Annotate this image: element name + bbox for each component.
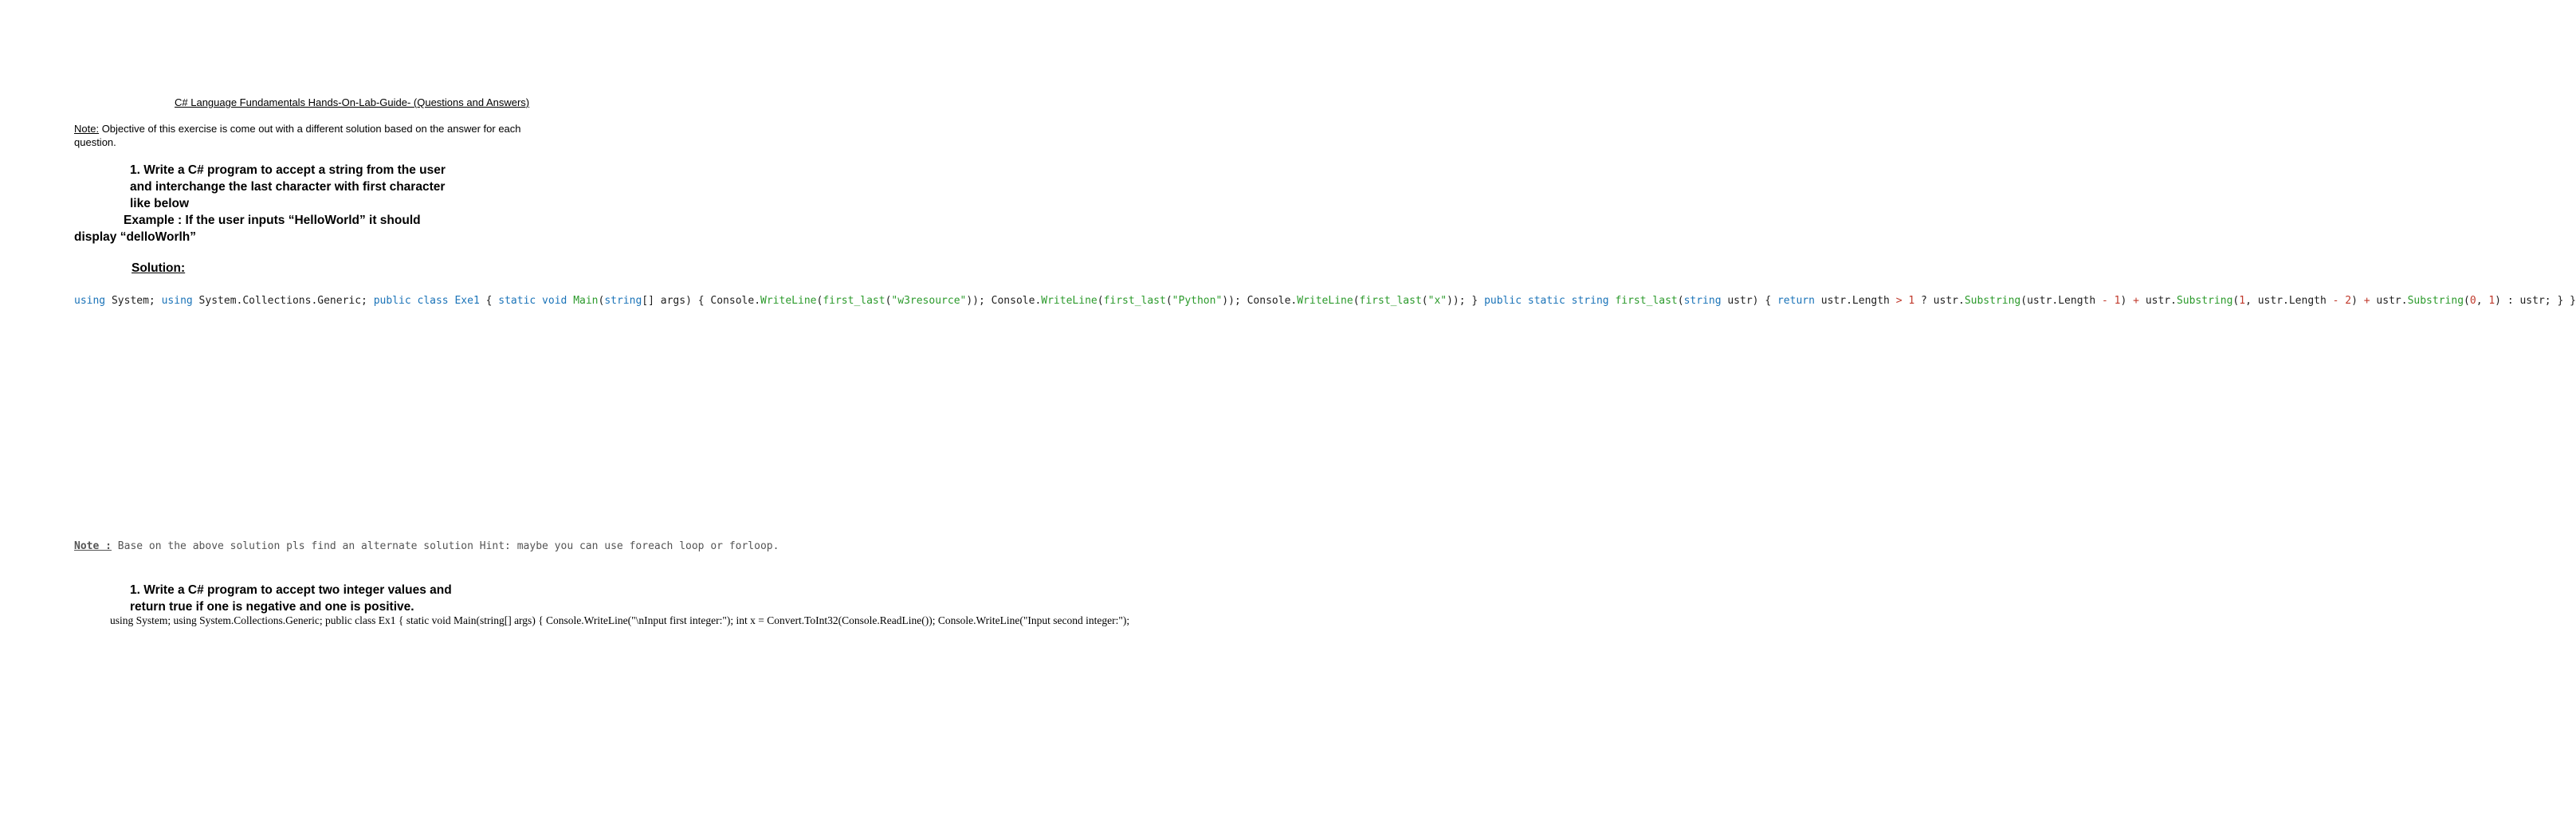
code-method: Main: [573, 295, 599, 307]
code-text: ? ustr.: [1921, 295, 1965, 307]
code-block-1: [74, 294, 2576, 308]
code-text: {: [485, 295, 493, 307]
solution-heading: Solution:: [132, 261, 186, 275]
code-method: WriteLine: [1297, 295, 1353, 307]
code-text: ustr.: [2145, 295, 2177, 307]
code-text: (: [2464, 295, 2470, 307]
code-text: ));: [1222, 295, 1241, 307]
code-text: , ustr.Length: [2245, 295, 2333, 307]
code-method: WriteLine: [760, 295, 817, 307]
code-line: {: [538, 614, 544, 626]
code-keyword: string: [1683, 295, 1722, 307]
code-text: ustr.: [2370, 295, 2408, 307]
code-text: {: [697, 295, 705, 307]
code-text: ): [2120, 295, 2134, 307]
code-class-name: Exe1: [454, 295, 480, 307]
code-number: 2: [2345, 295, 2352, 307]
note-label: Note:: [74, 123, 100, 135]
code-method: Substring: [2407, 295, 2464, 307]
code-line: int x = Convert.ToInt32(Console.ReadLine());: [736, 614, 936, 626]
objective-note: [74, 122, 536, 149]
code-keyword: string: [604, 295, 642, 307]
code-operator: -: [2332, 295, 2339, 307]
code-text: (: [885, 295, 892, 307]
code-method: first_last: [1615, 295, 1678, 307]
code-keyword: using: [74, 295, 106, 307]
code-number: 1: [1908, 295, 1915, 307]
code-operator: +: [2133, 295, 2139, 307]
code-string: "x": [1427, 295, 1447, 307]
code-string: "w3resource": [891, 295, 967, 307]
question-1-line-3: like below: [130, 197, 190, 210]
code-text: (: [816, 295, 823, 307]
code-text: }: [2557, 295, 2564, 307]
code-number: 1: [2114, 295, 2121, 307]
note-label: Note :: [74, 540, 112, 552]
code-method: first_last: [823, 295, 886, 307]
code-number: 1: [2488, 295, 2496, 307]
code-text: Console.: [1247, 295, 1298, 307]
code-text: System.Collections.Generic;: [192, 295, 367, 307]
code-text: ): [2351, 295, 2364, 307]
code-text: [] args): [642, 295, 692, 307]
code-line: public class Ex1 {: [325, 614, 404, 626]
question-2-line-2: return true if one is negative and one is positive.: [130, 600, 414, 614]
alternate-solution-note: [74, 539, 779, 553]
code-text: Console.: [991, 295, 1042, 307]
question-2-line-1: 1. Write a C# program to accept two integer values and: [130, 583, 452, 597]
code-text: ,: [2476, 295, 2489, 307]
code-method: WriteLine: [1041, 295, 1098, 307]
code-operator: -: [2102, 295, 2108, 307]
note-text: Base on the above solution pls find an alternate solution: [111, 540, 473, 552]
question-1-line-1: 1. Write a C# program to accept a string from the user: [130, 163, 446, 177]
code-text: (: [1097, 295, 1104, 307]
code-number: 1: [2239, 295, 2246, 307]
code-operator: +: [2363, 295, 2370, 307]
code-text: System;: [105, 295, 155, 307]
code-line: using System;: [110, 614, 171, 626]
question-1-line-2: and interchange the last character with first character: [130, 180, 446, 194]
code-text: ustr): [1727, 295, 1759, 307]
code-keyword: public static string: [1484, 295, 1609, 307]
code-keyword: return: [1777, 295, 1815, 307]
question-1-example-output: display “delloWorlh”: [74, 230, 197, 244]
code-keyword: static void: [498, 295, 567, 307]
code-text: (: [1165, 295, 1172, 307]
code-text: ));: [966, 295, 985, 307]
code-method: Substring: [1964, 295, 2021, 307]
code-text: ustr.Length: [1814, 295, 1896, 307]
code-text: }: [2570, 295, 2576, 307]
code-text: (: [2232, 295, 2240, 307]
code-string: "Python": [1172, 295, 1223, 307]
code-operator: >: [1895, 295, 1903, 307]
code-line: Console.WriteLine("Input second integer:");: [937, 614, 1130, 626]
code-text: (ustr.Length: [2020, 295, 2103, 307]
code-text: (: [598, 295, 605, 307]
code-number: 0: [2469, 295, 2476, 307]
code-line: Console.WriteLine("\nInput first integer:");: [546, 614, 734, 626]
code-line: using System.Collections.Generic;: [173, 614, 323, 626]
question-1-example: Example : If the user inputs “HelloWorld” it should: [124, 214, 421, 227]
code-text: (: [1421, 295, 1428, 307]
code-text: ) : ustr;: [2495, 295, 2551, 307]
note-text: Objective of this exercise is come out with a different solution based on the answer for each question.: [74, 123, 521, 148]
code-method: first_last: [1359, 295, 1422, 307]
code-keyword: public class: [373, 295, 449, 307]
code-method: Substring: [2176, 295, 2233, 307]
code-text: }: [1471, 295, 1478, 307]
document-title: C# Language Fundamentals Hands-On-Lab-Guide- (Questions and Answers): [175, 96, 530, 108]
code-text: {: [1765, 295, 1772, 307]
hint-text: Hint: maybe you can use foreach loop or forloop.: [479, 540, 779, 552]
code-text: ));: [1447, 295, 1466, 307]
code-line: static void Main(string[] args): [406, 614, 536, 626]
code-method: first_last: [1103, 295, 1166, 307]
code-block-2: [110, 614, 1129, 627]
code-text: Console.: [710, 295, 761, 307]
code-text: (: [1353, 295, 1360, 307]
code-text: (: [1677, 295, 1684, 307]
code-keyword: using: [161, 295, 193, 307]
